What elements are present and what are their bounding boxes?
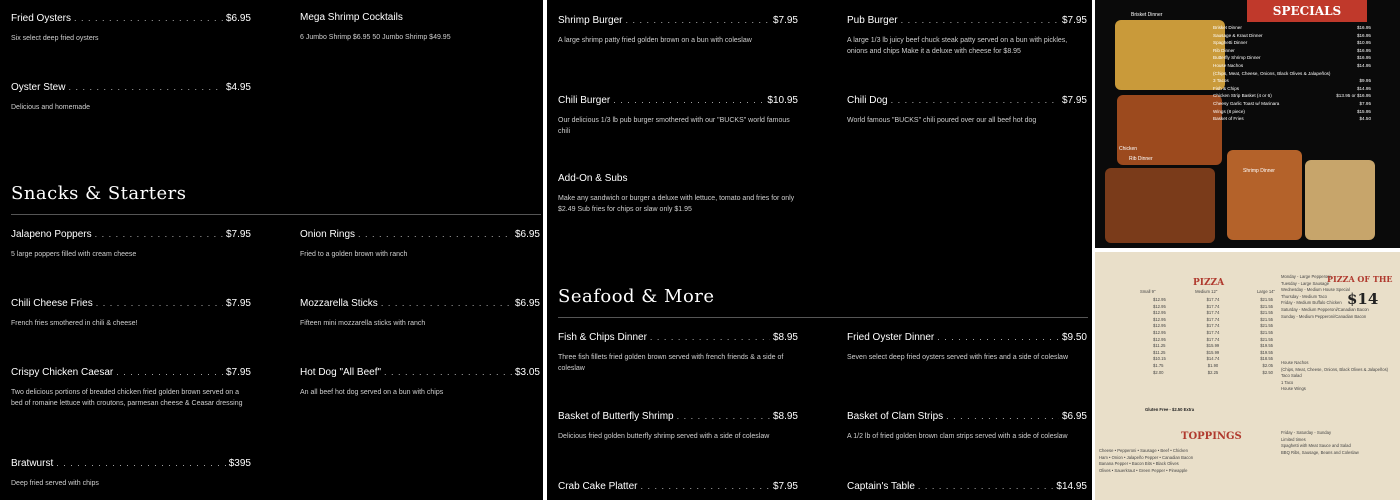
menu-item [847,480,1087,493]
dot-leader [68,81,223,93]
menu-item [11,81,251,113]
item-name: Crab Cake Platter [558,481,638,492]
item-description: 5 large poppers filled with cream cheese [11,251,137,258]
item-price: $395 [228,458,251,469]
toppings-title: TOPPINGS [1181,431,1242,442]
item-name: Fish & Chips Dinner [558,332,647,343]
pizza-of-the-day-list: Monday - Large Pepperoni Tuesday - Large Sausage Wednesday - Medium House Special Thursday - Medium Taco Friday - Medium Buffalo Chicken Saturday - Medium Pepperoni/Canadian Bacon Sunday - Medium Pepperoni/Canadian Bacon [1281,274,1369,319]
item-price: $6.95 [514,298,540,309]
dot-leader [625,14,770,26]
specials-board-photo [1095,0,1400,248]
item-name: Basket of Butterfly Shrimp [558,411,674,422]
pizza-price-table [1153,297,1273,376]
specials-list [1213,24,1371,123]
menu-item [558,410,798,442]
item-name: Chili Dog [847,95,888,106]
dot-leader [358,228,512,240]
pizza-price-row: $10.15 $14.74 $18.55 [1153,356,1273,362]
section-divider [558,317,1088,318]
item-name: Add-On & Subs [558,173,628,184]
specials-row: Wings (8 piece) $15.95 [1213,108,1371,114]
pizza-price-row: $12.95 $17.74 $21.55 [1153,316,1273,322]
item-description: French fries smothered in chili & cheese! [11,320,138,327]
wings-plate-image [1117,95,1222,165]
dot-leader [901,14,1059,26]
item-description: A large 1/3 lb juicy beef chuck steak patty served on a bun with pickles, onions and chips Make it a deluxe with cheese for $8.95 [847,37,1068,55]
item-description: A 1/2 lb of fried golden brown clam strips served with a side of coleslaw [847,433,1068,440]
item-description: Two delicious portions of breaded chicken fried golden brown served on a bed of romaine lettuce with croutons, parmesan cheese & Ceasar dressing [11,389,243,407]
menu-item [847,94,1087,126]
menu-item [558,331,798,374]
item-description: Delicious fried golden butterfly shrimp served with a side of coleslaw [558,433,770,440]
menu-item [847,331,1087,363]
item-name: Crispy Chicken Caesar [11,367,114,378]
dot-leader [946,410,1059,422]
photo-label: Rib Dinner [1129,156,1153,162]
item-price: $7.95 [225,298,251,309]
dinner-plate-image [1227,150,1302,240]
item-price: $7.95 [225,229,251,240]
pizza-price-row: $12.95 $17.74 $21.55 [1153,323,1273,329]
gluten-free-note: Gluten Free - $2.50 Extra [1145,407,1195,412]
weekend-specials-list: Friday - Saturday - Sunday Limited times Spaghetti with Meat Sauce and Salad BBQ Ribs, Sausage, Beans and Coleslaw [1281,430,1359,455]
menu-item [11,12,251,44]
pizza-price-row: $12.95 $17.74 $21.55 [1153,303,1273,309]
fries-plate-image [1115,20,1225,90]
menu-item [11,457,251,489]
pizza-price-row: $11.25 $15.99 $19.55 [1153,349,1273,355]
pizza-of-the-day-title: PIZZA OF THE [1327,274,1393,284]
section-divider [11,214,541,215]
nachos-plate-image [1305,160,1375,240]
pizza-menu-photo [1095,252,1400,500]
specials-title: SPECIALS [1247,0,1367,22]
extra-items-list: House Nachos (Chips, Meat, Cheese, Onions, Black Olives & Jalapeños) Taco Salad 1 Taco House Wings [1281,360,1389,392]
item-name: Chili Burger [558,95,611,106]
dot-leader [677,410,770,422]
specials-row: (Chips, Meat, Cheese, Onions, Black Olives & Jalapeños) [1213,70,1331,76]
photo-label: Shrimp Dinner [1243,168,1275,174]
item-description: 6 Jumbo Shrimp $6.95 50 Jumbo Shrimp $49.95 [300,34,451,41]
item-name: Jalapeno Poppers [11,229,92,240]
item-description: Seven select deep fried oysters served with fries and a side of coleslaw [847,354,1069,361]
pizza-title: PIZZA [1193,278,1225,288]
item-price: $3.05 [514,367,540,378]
specials-row: Fish & Chips $14.95 [1213,85,1371,91]
item-price: $8.95 [772,332,798,343]
dot-leader [381,297,512,309]
dot-leader [918,480,1054,492]
item-name: Pub Burger [847,15,898,26]
item-price: $8.95 [772,411,798,422]
item-name: Chili Cheese Fries [11,298,93,309]
item-description: Six select deep fried oysters [11,35,99,42]
menu-item [847,14,1087,57]
section-title: Snacks & Starters [11,183,187,204]
toppings-list: Cheese • Pepperoni • Sausage • Beef • Chicken Ham • Onion • Jalapeño Pepper • Canadian Bacon Banana Pepper • Bacon Bits • Black Olives Olives • Sauerkraut • Green Pepper • Pineapple [1099,448,1194,473]
item-name: Hot Dog "All Beef" [300,367,382,378]
pizza-price-row: $12.95 $17.74 $21.55 [1153,336,1273,342]
pizza-price-row: $1.75 $1.90 $2.05 [1153,362,1273,368]
specials-row: Rib Dinner $16.95 [1213,47,1371,53]
menu-item [11,366,251,409]
item-price: $6.95 [1061,411,1087,422]
specials-row: Spaghetti Dinner $10.95 [1213,40,1371,46]
specials-row: Basket of Fries $4.50 [1213,116,1371,122]
item-name: Mozzarella Sticks [300,298,378,309]
item-description: World famous "BUCKS" chili poured over our all beef hot dog [847,117,1037,124]
item-price: $9.50 [1061,332,1087,343]
dot-leader [650,331,770,343]
menu-item [300,297,540,329]
menu-item [300,12,540,43]
photo-label: Brisket Dinner [1131,12,1163,18]
pizza-of-the-day-price: $14 [1347,290,1379,308]
specials-row: Cheesy Garlic Toast w/ Marinara $7.95 [1213,100,1371,106]
item-price: $7.95 [1061,15,1087,26]
item-description: Fried to a golden brown with ranch [300,251,408,258]
item-price: $7.95 [225,367,251,378]
pizza-price-row: $12.95 $17.74 $21.55 [1153,329,1273,335]
item-description: Fifteen mini mozzarella sticks with ranch [300,320,426,327]
menu-item [300,366,540,398]
ribs-plate-image [1105,168,1215,243]
item-price: $7.95 [772,15,798,26]
item-description: A large shrimp patty fried golden brown on a bun with coleslaw [558,37,752,44]
pizza-size-header: Small 9" Medium 12" Large 14" [1140,289,1275,294]
dot-leader [891,94,1059,106]
item-price: $6.95 [514,229,540,240]
item-name: Shrimp Burger [558,15,623,26]
menu-panel-middle [547,0,1092,500]
pizza-price-row: $2.00 $2.25 $2.50 [1153,369,1273,375]
menu-item [558,14,798,46]
item-name: Mega Shrimp Cocktails [300,12,403,23]
specials-row: Chicken Strip Basket (4 or 6) $13.95 or $16.95 [1213,93,1371,99]
dot-leader [95,228,223,240]
item-name: Bratwurst [11,458,54,469]
dot-leader [56,457,226,469]
item-description: Deep fried served with chips [11,480,99,487]
dot-leader [74,12,223,24]
specials-row: Sausage & Kraut Dinner $16.95 [1213,32,1371,38]
dot-leader [96,297,223,309]
photo-label: Chicken [1119,146,1138,152]
dot-leader [384,366,512,378]
item-description: Three fish fillets fried golden brown served with french friends & a side of coleslaw [558,354,784,372]
specials-row: Brisket Dinner $16.95 [1213,25,1371,30]
menu-item [558,94,798,137]
specials-row: Butterfly Shrimp Dinner $16.95 [1213,55,1371,61]
dot-leader [613,94,764,106]
item-price: $7.95 [772,481,798,492]
item-name: Onion Rings [300,229,356,240]
item-name: Fried Oyster Dinner [847,332,935,343]
menu-panel-left [0,0,543,500]
dot-leader [937,331,1059,343]
item-price: $6.95 [225,13,251,24]
pizza-price-row: $12.95 $17.74 $21.55 [1153,310,1273,316]
menu-item [558,480,798,493]
item-name: Captain's Table [847,481,915,492]
menu-item [300,228,540,260]
item-price: $7.95 [1061,95,1087,106]
item-name: Oyster Stew [11,82,66,93]
menu-item [11,297,251,329]
item-name: Basket of Clam Strips [847,411,944,422]
item-price: $14.95 [1056,481,1087,492]
menu-item [847,410,1087,442]
pizza-price-row: $11.25 $15.99 $19.55 [1153,343,1273,349]
dot-leader [640,480,769,492]
section-title: Seafood & More [558,286,715,307]
item-description: Delicious and homemade [11,104,90,111]
item-price: $4.95 [225,82,251,93]
item-name: Fried Oysters [11,13,72,24]
item-description: An all beef hot dog served on a bun with chips [300,389,444,396]
item-price: $10.95 [767,95,798,106]
menu-item [558,173,798,215]
menu-item [11,228,251,260]
item-description: Make any sandwich or burger a deluxe with lettuce, tomato and fries for only $2.49 Sub fries for chips or slaw only $1.95 [558,195,795,213]
item-description: Our delicious 1/3 lb pub burger smothered with our "BUCKS" world famous chili [558,117,790,135]
pizza-price-row: $12.95 $17.74 $21.55 [1153,297,1273,302]
specials-row: House Nachos $14.95 [1213,62,1371,68]
dot-leader [116,366,223,378]
specials-row: 3 Tacos $9.95 [1213,78,1371,84]
